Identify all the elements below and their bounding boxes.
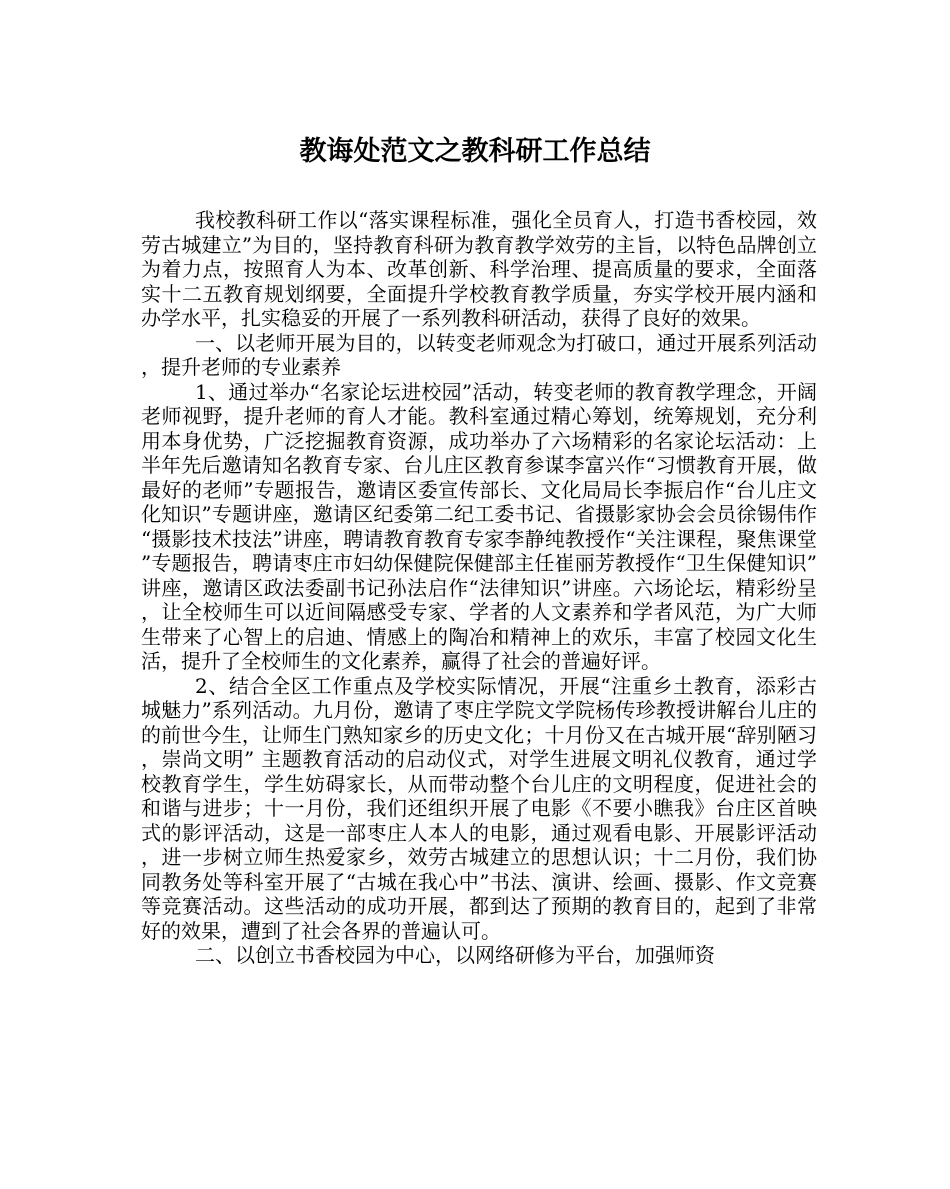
item-two-paragraph: 2、结合全区工作重点及学校实际情况，开展“注重乡土教育，添彩古城魅力”系列活动。九月份，邀请了枣庄学院文学院杨传珍教授讲解台儿庄的的前世今生，让师生门熟知家乡的历史文化；十月份又在古城开展“辞别陋习，崇尚文明” 主题教育活动的启动仪式，对学生进展文明礼仪教育，通过学校教育学生，学生妨碍家长，从而带动整个台儿庄的文明程度，促进社会的和谐与进步；十一月份，我们还组织开展了电影《不要小瞧我》台庄区首映式的影评活动，这是一部枣庄人本人的电影，通过观看电影、开展影评活动，进一步树立师生热爱家乡，效劳古城建立的思想认识；十二月份，我们协同教务处等科室开展了“古城在我心中”书法、演讲、绘画、摄影、作文竞赛等竞赛活动。这些活动的成功开展，都到达了预期的教育目的，起到了非常好的效果，遭到了社会各界的普遍认可。 [141, 673, 817, 943]
document-title: 教诲处范文之教科研工作总结 [299, 136, 651, 167]
section-one-heading: 一、以老师开展为目的，以转变老师观念为打破口，通过开展系列活动，提升老师的专业素养 [141, 330, 817, 379]
section-two-heading: 二、以创立书香校园为中心，以网络研修为平台，加强师资 [195, 943, 715, 967]
document-body [141, 208, 817, 968]
intro-paragraph: 我校教科研工作以“落实课程标准，强化全员育人，打造书香校园，效劳古城建立”为目的，坚持教育科研为教育教学效劳的主旨，以特色品牌创立为着力点，按照育人为本、改革创新、科学治理、提高质量的要求，全面落实十二五教育规划纲要，全面提升学校教育教学质量，夯实学校开展内涵和办学水平，扎实稳妥的开展了一系列教科研活动，获得了良好的效果。 [141, 208, 817, 330]
item-one-paragraph: 1、通过举办“名家论坛进校园”活动，转变老师的教育教学理念，开阔老师视野，提升老师的育人才能。教科室通过精心筹划，统筹规划，充分利用本身优势，广泛挖掘教育资源，成功举办了六场精彩的名家论坛活动：上半年先后邀请知名教育专家、台儿庄区教育参谋李富兴作“习惯教育开展，做最好的老师”专题报告，邀请区委宣传部长、文化局局长李振启作“台儿庄文化知识”专题讲座，邀请区纪委第二纪工委书记、省摄影家协会会员徐锡伟作“摄影技术技法”讲座，聘请教育教育专家李静纯教授作“关注课程，聚焦课堂”专题报告，聘请枣庄市妇幼保健院保健部主任崔丽芳教授作“卫生保健知识”讲座，邀请区政法委副书记孙法启作“法律知识”讲座。六场论坛，精彩纷呈，让全校师生可以近间隔感受专家、学者的人文素养和学者风范，为广大师生带来了心智上的启迪、情感上的陶冶和精神上的欢乐，丰富了校园文化生活，提升了全校师生的文化素养，赢得了社会的普遍好评。 [141, 379, 817, 673]
